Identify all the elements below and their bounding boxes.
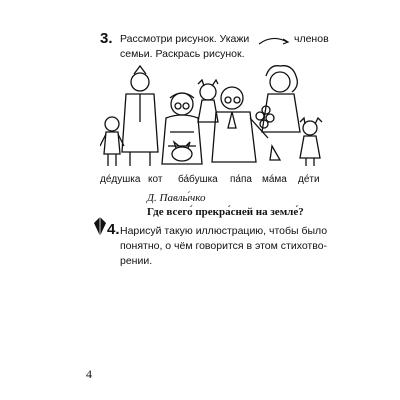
task-4-line-2: понятно, о чём говорится в этом стихотво-	[120, 240, 328, 252]
task-3-line-1-end: членов	[294, 33, 329, 45]
word-grandmother: ба́бушка	[178, 174, 218, 185]
word-mother: ма́ма	[262, 174, 287, 185]
girl-right-figure	[300, 118, 322, 166]
task-3-line-2: семьи. Раскрась рисунок.	[120, 48, 245, 60]
word-father: па́па	[230, 174, 252, 185]
task-3-line-1-start: Рассмотри рисунок. Укажи	[120, 33, 250, 45]
cat-figure	[172, 142, 192, 161]
grandmother-figure	[162, 93, 202, 164]
arrow-icon	[257, 36, 291, 46]
poem-title: Где всего́ прекра́сней на земле́?	[147, 206, 304, 218]
boy-figure	[100, 117, 124, 166]
task-3-number: 3.	[100, 30, 113, 47]
mother-figure	[256, 66, 300, 160]
grandfather-figure	[122, 66, 158, 166]
word-grandfather: де́душка	[100, 174, 141, 185]
task-4-line-3: рении.	[120, 255, 153, 267]
task-4-line-1: Нарисуй такую иллюстрацию, чтобы было	[120, 225, 328, 237]
word-cat: кот	[148, 174, 163, 185]
family-illustration	[100, 62, 330, 170]
word-children: де́ти	[298, 174, 320, 185]
girl-center-figure	[198, 80, 218, 122]
poem-author: Д. Павлы́чко	[147, 192, 206, 204]
page-number: 4	[86, 367, 92, 381]
task-4-number: 4.	[107, 221, 120, 238]
family-words-row	[0, 174, 400, 188]
